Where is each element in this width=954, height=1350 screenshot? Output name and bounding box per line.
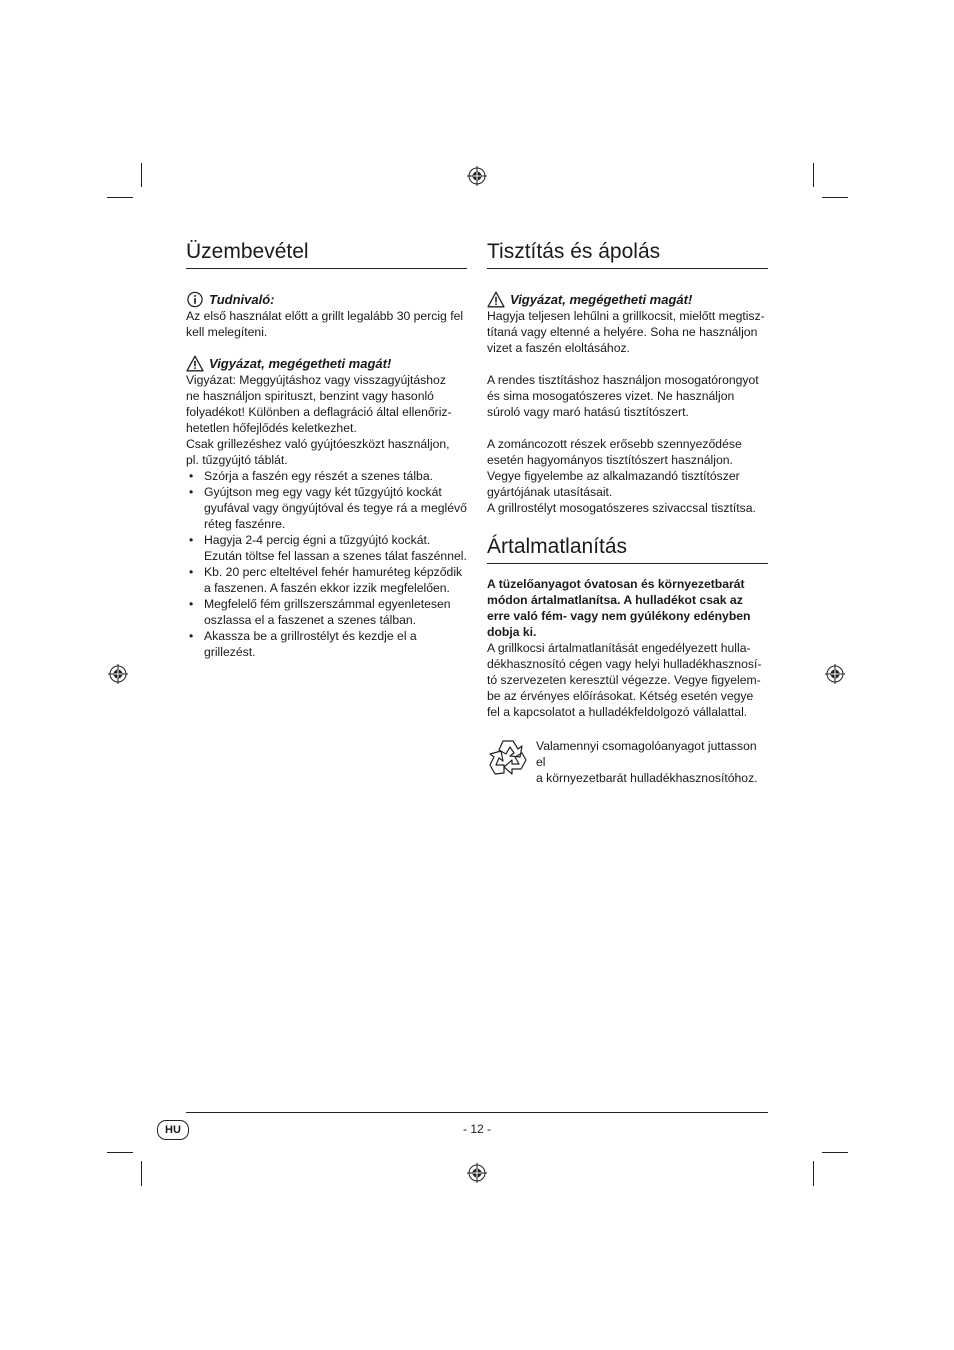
text-line: gyufával vagy öngyújtóval és tegye rá a meglévő	[204, 501, 467, 515]
crop-mark	[813, 1161, 814, 1186]
text-line: folyadékot! Különben a deflagráció által ellenőriz-	[186, 405, 452, 419]
text-line: pl. tűzgyújtó táblát.	[186, 453, 288, 467]
warning-title	[487, 291, 768, 308]
text-line: Gyújtson meg egy vagy két tűzgyújtó kockát	[204, 485, 442, 499]
text-line: dobja ki.	[487, 625, 537, 639]
crop-mark	[822, 197, 848, 198]
note-text: Az első használat előtt a grillt legalább 30 percig fel kell melegíteni.	[186, 309, 464, 339]
info-icon	[186, 291, 204, 308]
text-line: Kb. 20 perc elteltével fehér hamuréteg képződik	[204, 565, 463, 579]
crop-mark	[107, 197, 133, 198]
text-line: Szórja a faszén egy részét a szenes tálba.	[204, 469, 433, 483]
text-line: gyártójának utasításait.	[487, 485, 613, 499]
note-title-text: Tudnivaló:	[209, 291, 275, 307]
right-column	[487, 239, 768, 786]
text-line: A tüzelőanyagot óvatosan és környezetbarát	[487, 577, 745, 591]
list-item	[186, 596, 467, 628]
cleaning-paragraph-3	[487, 436, 768, 516]
crop-mark	[141, 1161, 142, 1186]
text-line: dékhasznosító cégen vagy helyi hulladékhasznosí-	[487, 657, 762, 671]
text-line: vizet a faszén eloltásához.	[487, 341, 630, 355]
registration-mark-icon	[467, 1163, 487, 1183]
text-line: A grillkocsi ártalmatlanítását engedélyezett hulla-	[487, 641, 751, 655]
text-line: Ezután töltse fel lassan a szenes tálat faszénnel.	[204, 549, 467, 563]
warning-title-text: Vigyázat, megégetheti magát!	[209, 355, 392, 371]
text-line: erre való fém- vagy nem gyúlékony edényben	[487, 609, 751, 623]
registration-mark-icon	[467, 166, 487, 186]
list-item	[186, 468, 467, 484]
text-line: Megfelelő fém grillszerszámmal egyenletesen	[204, 597, 451, 611]
language-badge: HU	[157, 1120, 189, 1140]
text-line: a környezetbarát hulladékhasznosítóhoz.	[536, 771, 758, 785]
warning-triangle-icon	[487, 291, 505, 308]
crop-mark	[822, 1152, 848, 1153]
cleaning-paragraph-1	[487, 308, 768, 356]
footer-divider	[186, 1112, 768, 1113]
text-line: súroló vagy maró hatású tisztítószert.	[487, 405, 689, 419]
text-line: és sima mosogatószeres vizet. Ne használjon	[487, 389, 735, 403]
text-line: be az érvényes előírásokat. Kétség esetén vegye	[487, 689, 754, 703]
text-line: Akassza be a grillrostélyt és kezdje el a grillezést.	[204, 629, 417, 659]
text-line: Vigyázat: Meggyújtáshoz vagy visszagyújtáshoz	[186, 373, 446, 387]
registration-mark-icon	[825, 664, 845, 684]
page-number: - 12 -	[462, 1122, 491, 1136]
crop-mark	[813, 163, 814, 187]
list-item	[186, 628, 467, 660]
text-line: tó szervezeten keresztül végezze. Vegye figyelem-	[487, 673, 761, 687]
disposal-paragraph	[487, 640, 768, 720]
text-line: A zománcozott részek erősebb szennyeződése	[487, 437, 742, 451]
text-line: Hagyja 2-4 percig égni a tűzgyújtó kockát.	[204, 533, 431, 547]
text-line: Vegye figyelembe az alkalmazandó tisztítószer	[487, 469, 740, 483]
warning-paragraph	[186, 372, 467, 468]
text-line: A grillrostélyt mosogatószeres szivaccsal tisztítsa.	[487, 501, 756, 515]
warning-title	[186, 355, 467, 372]
text-line: A rendes tisztításhoz használjon mosogatórongyot	[487, 373, 759, 387]
text-line: ne használjon spirituszt, benzint vagy hasonló	[186, 389, 434, 403]
crop-mark	[107, 1152, 133, 1153]
list-item	[186, 564, 467, 596]
text-line: a faszenen. A faszén ekkor izzik megfelelően.	[204, 581, 450, 595]
text-line: módon ártalmatlanítsa. A hulladékot csak az	[487, 593, 743, 607]
section-heading-uzembevetel: Üzembevétel	[186, 239, 467, 269]
section-heading-artalmatlanitas: Ártalmatlanítás	[487, 534, 768, 564]
warning-triangle-icon	[186, 355, 204, 372]
disposal-bold-paragraph	[487, 576, 768, 640]
crop-mark	[141, 163, 142, 187]
recycle-text	[536, 736, 768, 786]
text-line: Valamennyi csomagolóanyagot juttasson el	[536, 739, 757, 769]
text-line: títaná vagy eltenné a helyére. Soha ne használjon	[487, 325, 758, 339]
text-line: réteg faszénre.	[204, 517, 286, 531]
recycle-note	[487, 736, 768, 786]
text-line: oszlassa el a faszenet a szenes tálban.	[204, 613, 417, 627]
list-item	[186, 484, 467, 532]
recycle-icon	[487, 736, 531, 780]
steps-list	[186, 468, 467, 660]
text-line: Hagyja teljesen lehűlni a grillkocsit, mielőtt megtisz-	[487, 309, 765, 323]
list-item	[186, 532, 467, 564]
warning-title-text: Vigyázat, megégetheti magát!	[510, 291, 693, 307]
cleaning-paragraph-2	[487, 372, 768, 420]
section-heading-tisztitas: Tisztítás és ápolás	[487, 239, 768, 269]
text-line: Csak grillezéshez való gyújtóeszközt használjon,	[186, 437, 450, 451]
text-line: fel a kapcsolatot a hulladékfeldolgozó vállalattal.	[487, 705, 748, 719]
registration-mark-icon	[108, 664, 128, 684]
text-line: esetén hagyományos tisztítószert használjon.	[487, 453, 733, 467]
text-line: hetetlen hőfejlődés keletkezhet.	[186, 421, 357, 435]
note-title	[186, 291, 467, 308]
left-column	[186, 239, 467, 660]
